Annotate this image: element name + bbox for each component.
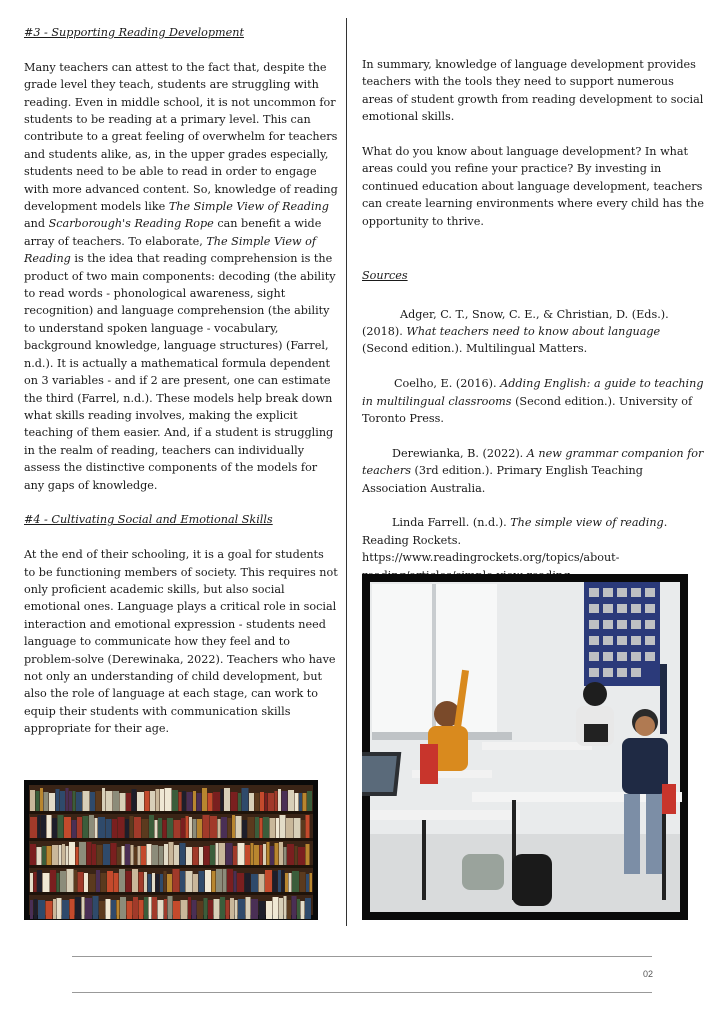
book-spine bbox=[60, 791, 65, 811]
book-spine bbox=[69, 842, 75, 865]
book-spine bbox=[79, 842, 86, 865]
book-spine bbox=[126, 793, 131, 811]
book-spine bbox=[76, 847, 79, 865]
summary-paragraph: In summary, knowledge of language development provides teachers with the tools they need to support numerous areas of student growth from reading development to social emotional skills. bbox=[362, 58, 704, 124]
book-spine bbox=[204, 846, 210, 865]
book-spine bbox=[112, 819, 117, 838]
book-spine bbox=[270, 818, 276, 838]
book-spine bbox=[167, 874, 172, 892]
book-spine bbox=[144, 872, 147, 892]
book-spine bbox=[78, 872, 84, 892]
book-spine bbox=[221, 789, 224, 811]
book-spine bbox=[174, 845, 179, 865]
book-spine bbox=[156, 789, 160, 811]
book-spine bbox=[180, 871, 185, 892]
book-spine bbox=[273, 897, 279, 919]
book-spine bbox=[102, 788, 105, 811]
book-spine bbox=[263, 844, 266, 865]
book-spine bbox=[289, 873, 292, 892]
book-spine bbox=[278, 789, 281, 811]
book-spine bbox=[226, 900, 230, 919]
book-spine bbox=[235, 900, 238, 919]
book-spine bbox=[139, 872, 144, 892]
book-spine bbox=[160, 874, 163, 892]
book-spine bbox=[284, 847, 287, 865]
book-spine bbox=[130, 816, 134, 838]
reference-4: Linda Farrell. (n.d.). The simple view of reading. Reading Rockets. https://www.readingrockets.org/topics/about- bbox=[362, 516, 668, 565]
book-spine bbox=[38, 815, 41, 838]
book-spine bbox=[41, 815, 46, 838]
bookshelf-illustration bbox=[24, 780, 318, 920]
footer-line-top bbox=[72, 956, 652, 957]
book-spine bbox=[303, 793, 307, 811]
book-spine bbox=[223, 869, 227, 892]
book-spine bbox=[47, 815, 52, 838]
book-spine bbox=[120, 897, 126, 919]
book-spine bbox=[118, 817, 125, 838]
book-spine bbox=[265, 870, 272, 892]
book-spine bbox=[58, 815, 64, 838]
book-spine bbox=[50, 870, 56, 892]
book-spine bbox=[213, 792, 220, 811]
book-spine bbox=[295, 846, 298, 865]
book-spine bbox=[251, 874, 258, 892]
book-spine bbox=[30, 790, 35, 811]
book-spine bbox=[77, 817, 82, 838]
book-spine bbox=[165, 788, 172, 811]
book-spine bbox=[84, 873, 88, 892]
book-spine bbox=[85, 898, 92, 919]
book-spine bbox=[276, 818, 279, 838]
book-spine bbox=[193, 874, 198, 892]
book-spine bbox=[66, 788, 69, 811]
book-spine bbox=[284, 896, 287, 919]
book-spine bbox=[125, 844, 130, 865]
book-spine bbox=[245, 845, 250, 865]
classroom-illustration bbox=[362, 574, 688, 920]
book-spine bbox=[203, 815, 210, 838]
book-spine bbox=[279, 842, 283, 865]
book-spine bbox=[89, 815, 94, 838]
book-spine bbox=[167, 818, 173, 838]
social-emotional-paragraph: At the end of their schooling, it is a goal for students to be functioning members of society. This requires not only proficient academic skills, but also social emotional ones. Language plays a critical role in social interaction and emotional expression - students need language to communicate how they feel and to problem-solve (Derewinaka, 2022). Teachers who have not only an understanding of child development, but also the role of language at each stage, can work to equip their students with communication skills appropriate for their age. bbox=[24, 548, 338, 736]
book-spine bbox=[142, 819, 149, 838]
book-spine bbox=[145, 791, 150, 811]
book-spine bbox=[193, 819, 197, 838]
book-spine bbox=[273, 871, 278, 892]
book-spine bbox=[220, 897, 225, 919]
book-spine bbox=[263, 817, 269, 838]
book-spine bbox=[43, 873, 50, 892]
book-spine bbox=[187, 792, 193, 811]
book-spine bbox=[227, 869, 233, 892]
book-spine bbox=[111, 900, 116, 919]
book-spine bbox=[297, 899, 300, 919]
book-spine bbox=[259, 901, 266, 919]
book-spine bbox=[57, 898, 62, 919]
book-spine bbox=[182, 791, 186, 811]
book-spine bbox=[210, 845, 215, 865]
book-spine bbox=[208, 900, 213, 919]
book-spine bbox=[147, 844, 152, 865]
book-spine bbox=[159, 846, 164, 865]
book-spine bbox=[189, 817, 192, 838]
book-spine bbox=[282, 870, 285, 892]
book-spine bbox=[275, 791, 278, 811]
sources-heading: Sources bbox=[362, 268, 408, 282]
book-spine bbox=[193, 791, 196, 811]
book-spine bbox=[242, 820, 247, 838]
book-spine bbox=[275, 843, 279, 865]
book-spine bbox=[300, 872, 306, 892]
book-spine bbox=[64, 817, 71, 838]
book-spine bbox=[237, 873, 244, 892]
classroom-photo bbox=[362, 574, 688, 920]
book-spine bbox=[248, 817, 255, 838]
book-spine bbox=[62, 900, 69, 919]
book-spine bbox=[40, 788, 43, 811]
book-spine bbox=[254, 845, 259, 865]
book-spine bbox=[204, 898, 208, 919]
book-spine bbox=[279, 898, 283, 919]
book-spine bbox=[292, 871, 299, 892]
book-spine bbox=[87, 842, 92, 865]
column-divider bbox=[346, 18, 347, 926]
book-spine bbox=[246, 897, 251, 919]
book-spine bbox=[103, 844, 110, 865]
book-spine bbox=[307, 791, 312, 811]
book-spine bbox=[92, 844, 96, 865]
book-spine bbox=[138, 846, 141, 865]
book-spine bbox=[101, 873, 107, 892]
book-spine bbox=[230, 898, 234, 919]
book-spine bbox=[306, 874, 309, 892]
book-spine bbox=[255, 817, 259, 838]
book-spine bbox=[156, 874, 160, 892]
book-spine bbox=[97, 845, 103, 865]
book-spine bbox=[47, 846, 52, 865]
book-spine bbox=[152, 897, 157, 919]
book-spine bbox=[133, 897, 138, 919]
book-spine bbox=[38, 900, 45, 919]
book-spine bbox=[199, 871, 205, 892]
book-spine bbox=[299, 793, 302, 811]
book-spine bbox=[42, 846, 46, 865]
book-spine bbox=[30, 844, 36, 865]
book-spine bbox=[30, 817, 37, 838]
book-spine bbox=[34, 872, 37, 892]
book-spine bbox=[278, 870, 281, 892]
book-spine bbox=[113, 791, 119, 811]
reference-1: Adger, C. T., Snow, C. E., & Christian, D. (Eds.). (2018). What teachers need to know about language (Second edition.). Multilingual Matters. bbox=[362, 307, 669, 356]
book-spine bbox=[202, 788, 207, 811]
book-spine bbox=[95, 818, 98, 838]
book-spine bbox=[306, 815, 310, 838]
book-spine bbox=[280, 815, 286, 838]
book-spine bbox=[34, 899, 38, 919]
book-spine bbox=[186, 847, 192, 865]
book-spine bbox=[46, 901, 53, 919]
book-spine bbox=[76, 792, 82, 811]
book-spine bbox=[52, 845, 58, 865]
book-spine bbox=[114, 873, 119, 892]
book-spine bbox=[232, 815, 235, 838]
book-spine bbox=[155, 820, 158, 838]
book-spine bbox=[286, 818, 293, 838]
book-spine bbox=[172, 790, 178, 811]
book-spine bbox=[120, 793, 126, 811]
book-spine bbox=[287, 900, 291, 919]
book-spine bbox=[231, 792, 238, 811]
book-spine bbox=[119, 869, 125, 892]
book-spine bbox=[173, 869, 180, 892]
book-spine bbox=[305, 898, 311, 919]
book-spine bbox=[188, 897, 191, 919]
book-spine bbox=[192, 900, 197, 919]
book-spine bbox=[66, 846, 69, 865]
book-spine bbox=[82, 897, 85, 919]
book-spine bbox=[141, 846, 146, 865]
book-spine bbox=[98, 817, 105, 838]
book-spine bbox=[106, 899, 111, 919]
book-spine bbox=[219, 843, 225, 865]
book-spine bbox=[197, 819, 202, 838]
book-spine bbox=[233, 846, 237, 865]
book-spine bbox=[106, 819, 112, 838]
book-spine bbox=[149, 815, 154, 838]
book-spine bbox=[306, 844, 310, 865]
book-spine bbox=[266, 901, 272, 919]
book-spine bbox=[168, 896, 173, 919]
book-spine bbox=[270, 846, 274, 865]
book-spine bbox=[117, 900, 120, 919]
bookshelf-photo bbox=[24, 780, 318, 920]
reference-3: Derewianka, B. (2022). A new grammar companion for teachers (3rd edition.). Primary English Teaching Association Australia. bbox=[362, 446, 704, 495]
book-spine bbox=[148, 874, 152, 892]
book-spine bbox=[267, 842, 270, 865]
book-spine bbox=[106, 791, 113, 811]
book-spine bbox=[251, 843, 254, 865]
reference-2: Coelho, E. (2016). Adding English: a guide to teaching in multilingual classrooms (Second edition.). University of Toronto Press. bbox=[362, 377, 704, 426]
book-spine bbox=[260, 845, 263, 865]
book-spine bbox=[210, 816, 217, 838]
book-spine bbox=[139, 900, 144, 919]
book-spine bbox=[99, 901, 105, 919]
book-spine bbox=[216, 869, 222, 892]
book-spine bbox=[89, 874, 96, 892]
book-spine bbox=[53, 899, 56, 919]
book-spine bbox=[30, 873, 33, 892]
book-spine bbox=[260, 792, 264, 811]
book-spine bbox=[245, 873, 251, 892]
book-spine bbox=[96, 870, 100, 892]
book-spine bbox=[249, 793, 254, 811]
book-spine bbox=[160, 789, 164, 811]
section-heading-4: #4 - Cultivating Social and Emotional Skills bbox=[24, 513, 273, 527]
book-spine bbox=[255, 793, 260, 811]
book-spine bbox=[90, 792, 95, 811]
book-spine bbox=[259, 874, 265, 892]
book-spine bbox=[181, 818, 185, 838]
book-spine bbox=[212, 871, 216, 892]
book-spine bbox=[132, 869, 138, 892]
book-spine bbox=[36, 791, 40, 811]
book-spine bbox=[111, 843, 117, 865]
book-spine bbox=[117, 847, 121, 865]
book-spine bbox=[30, 900, 33, 919]
book-spine bbox=[126, 871, 132, 892]
book-spine bbox=[205, 870, 211, 892]
book-spine bbox=[158, 900, 164, 919]
book-spine bbox=[282, 791, 288, 811]
book-spine bbox=[234, 871, 237, 892]
book-spine bbox=[164, 899, 167, 919]
book-spine bbox=[268, 793, 274, 811]
book-spine bbox=[265, 793, 268, 811]
book-spine bbox=[301, 901, 305, 919]
book-spine bbox=[197, 793, 202, 811]
book-spine bbox=[96, 791, 102, 811]
book-spine bbox=[221, 817, 227, 838]
book-spine bbox=[122, 846, 125, 865]
book-spine bbox=[214, 899, 220, 919]
book-spine bbox=[260, 818, 263, 838]
book-spine bbox=[152, 873, 155, 892]
reading-paragraph: Many teachers can attest to the fact that, despite the grade level they teach, students are struggling with reading. Even in middle school, it is not uncommon for students to be reading at a primary level. This can contribute to a great feeling of overwhelm for teachers and students alike, as, in the upper grades especially, students need to be able to read in order to engage with more advanced content. So, knowledge of reading development models like The Simple View of Reading and Scarborough's Reading Rope can benefit a wide array of teachers. To elaborate, The Simple View of Reading is the idea that reading comprehension is the product of two main components: decoding (the ability to read words - phonological awareness, sight recognition) and language comprehension (the ability to understand spoken language - vocabulary, background knowledge, language structures) (Farrel, n.d.). It is actually a mathematical formula dependent on 3 variables - and if 2 are present, one can estimate the third (Farrel, n.d.). These models help break down what skills reading involves, making the explicit teaching of them easier. And, if a student is struggling in the realm of reading, teachers can individually assess the distinctive components of the models for any gaps of knowledge. bbox=[24, 60, 338, 492]
book-spine bbox=[288, 790, 294, 811]
book-spine bbox=[294, 818, 301, 838]
book-spine bbox=[83, 816, 89, 838]
book-spine bbox=[57, 873, 60, 892]
book-spine bbox=[72, 820, 77, 838]
book-spine bbox=[62, 844, 65, 865]
book-spine bbox=[59, 845, 62, 865]
book-spine bbox=[199, 847, 203, 865]
book-spine bbox=[181, 900, 188, 919]
book-spine bbox=[37, 870, 42, 892]
reflection-paragraph: What do you know about language development? In what areas could you refine your practice? By investing in continued education about language development, teachers can create learning environments where every child has the opportunity to thrive. bbox=[362, 145, 704, 228]
book-spine bbox=[287, 844, 294, 865]
book-spine bbox=[238, 899, 245, 919]
book-spine bbox=[134, 817, 141, 838]
book-spine bbox=[295, 793, 299, 811]
book-spine bbox=[125, 819, 129, 838]
left-column bbox=[24, 24, 338, 738]
page-number: 02 bbox=[643, 969, 654, 979]
section-heading-3: #3 - Supporting Reading Development bbox=[24, 26, 244, 39]
book-spine bbox=[174, 820, 181, 838]
book-spine bbox=[132, 789, 137, 811]
book-spine bbox=[169, 842, 174, 865]
book-spine bbox=[298, 847, 305, 865]
book-spine bbox=[164, 871, 167, 892]
book-spine bbox=[73, 791, 76, 811]
book-spine bbox=[216, 843, 219, 865]
book-spine bbox=[226, 843, 233, 865]
book-spine bbox=[173, 901, 180, 919]
book-spine bbox=[310, 873, 313, 892]
book-spine bbox=[144, 897, 148, 919]
book-spine bbox=[238, 793, 241, 811]
book-spine bbox=[131, 845, 134, 865]
book-spine bbox=[193, 847, 199, 865]
book-spine bbox=[242, 788, 249, 811]
book-spine bbox=[52, 818, 57, 838]
book-spine bbox=[93, 896, 99, 919]
book-spine bbox=[67, 869, 74, 892]
book-spine bbox=[60, 871, 66, 892]
book-spine bbox=[186, 816, 189, 838]
book-spine bbox=[149, 897, 152, 919]
book-spine bbox=[292, 896, 297, 919]
book-spine bbox=[150, 791, 155, 811]
book-spine bbox=[285, 873, 288, 892]
book-spine bbox=[208, 793, 213, 811]
book-spine bbox=[70, 899, 75, 919]
book-spine bbox=[83, 791, 90, 811]
book-spine bbox=[127, 901, 133, 919]
book-spine bbox=[152, 845, 158, 865]
footer-line-bottom bbox=[72, 992, 652, 993]
book-spine bbox=[238, 843, 245, 865]
book-spine bbox=[49, 793, 55, 811]
book-spine bbox=[164, 844, 168, 865]
book-spine bbox=[180, 843, 186, 865]
right-column bbox=[362, 56, 708, 584]
book-spine bbox=[56, 789, 60, 811]
book-spine bbox=[69, 791, 72, 811]
book-spine bbox=[44, 792, 49, 811]
book-spine bbox=[186, 871, 193, 892]
book-spine bbox=[75, 897, 81, 919]
book-spine bbox=[134, 847, 137, 865]
book-spine bbox=[107, 871, 113, 892]
book-spine bbox=[74, 870, 77, 892]
book-spine bbox=[251, 899, 258, 919]
book-spine bbox=[197, 901, 203, 919]
book-spine bbox=[228, 818, 232, 838]
book-spine bbox=[37, 847, 42, 865]
book-spine bbox=[224, 788, 230, 811]
book-spine bbox=[218, 819, 221, 838]
book-spine bbox=[137, 792, 144, 811]
book-spine bbox=[163, 820, 167, 838]
book-spine bbox=[301, 820, 305, 838]
book-spine bbox=[236, 816, 242, 838]
book-spine bbox=[179, 792, 182, 811]
book-spine bbox=[158, 818, 162, 838]
